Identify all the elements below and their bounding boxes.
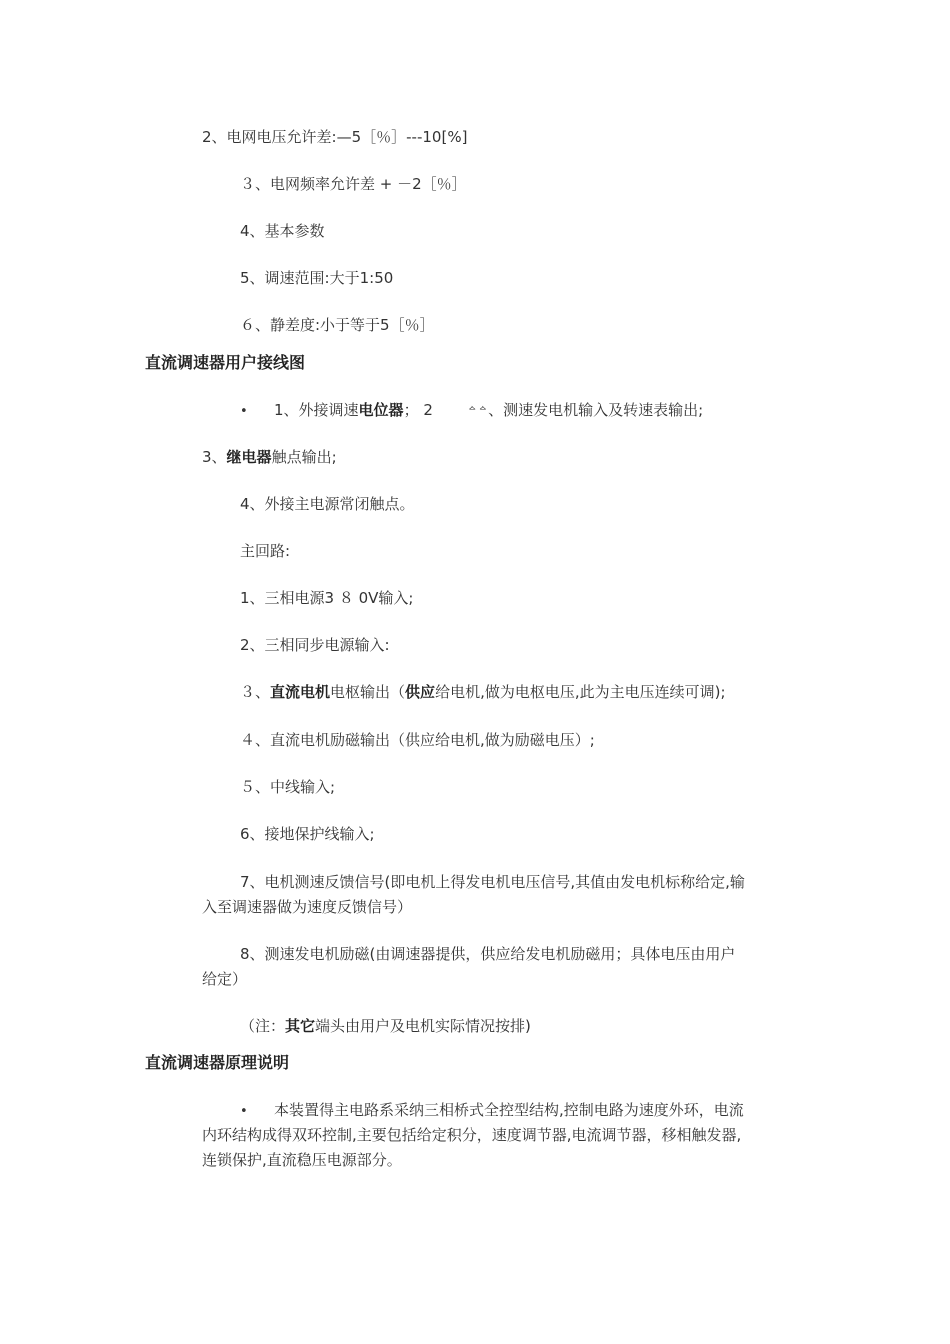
principle-line-3: 连锁保护,直流稳压电源部分。 — [202, 1151, 402, 1169]
main-circuit-item-3: ３、直流电机电枢输出（供应给电机,做为电枢电压,此为主电压连续可调); — [240, 683, 726, 701]
param-basic: 4、基本参数 — [240, 222, 325, 240]
param-static-error: ６、静差度:小于等于5［％］ — [240, 316, 435, 334]
param-speed-range: 5、调速范围:大于1:50 — [240, 269, 394, 287]
principle-heading: 直流调速器原理说明 — [145, 1053, 290, 1072]
main-circuit-item-7-line2: 入至调速器做为速度反馈信号） — [202, 898, 413, 916]
main-circuit-item-4: ４、直流电机励磁输出（供应给电机,做为励磁电压）; — [240, 731, 595, 749]
main-circuit-item-2: 2、三相同步电源输入: — [240, 636, 390, 654]
main-circuit-label: 主回路: — [240, 542, 291, 560]
param-frequency-tolerance: ３、电网频率允许差 + －2［％］ — [240, 175, 467, 193]
principle-line-2: 内环结构成得双环控制,主要包括给定积分，速度调节器,电流调节器，移相触发器, — [202, 1126, 742, 1144]
main-circuit-item-8-line1: 8、测速发电机励磁(由调速器提供，供应给发电机励磁用；具体电压由用户 — [240, 945, 736, 963]
bullet-icon: • — [240, 404, 248, 419]
bullet-icon: • — [240, 1104, 248, 1119]
wiring-item-4: 4、外接主电源常闭触点。 — [240, 495, 415, 513]
wiring-item-3: 3、继电器触点输出; — [202, 448, 337, 466]
param-voltage-tolerance: 2、电网电压允许差:—5［％］---10[%] — [202, 128, 468, 146]
main-circuit-item-8-line2: 给定） — [202, 970, 248, 988]
main-circuit-item-5: ５、中线输入; — [240, 778, 336, 796]
garbled-glyph: ᅀᅀ — [466, 405, 489, 418]
wiring-heading: 直流调速器用户接线图 — [145, 353, 306, 372]
principle-line-1: • 本装置得主电路系采纳三相桥式全控型结构,控制电路为速度外环，电流 — [240, 1099, 744, 1123]
main-circuit-item-7-line1: 7、电机测速反馈信号(即电机上得发电机电压信号,其值由发电机标称给定,输 — [240, 873, 745, 891]
main-circuit-item-1: 1、三相电源3 ８ 0V输入; — [240, 589, 414, 607]
main-circuit-item-6: 6、接地保护线输入; — [240, 825, 375, 843]
wiring-note: （注：其它端头由用户及电机实际情况按排) — [240, 1017, 531, 1035]
wiring-item-1: • 1、外接调速电位器； 2 ᅀᅀ、测速发电机输入及转速表输出; — [240, 399, 703, 423]
